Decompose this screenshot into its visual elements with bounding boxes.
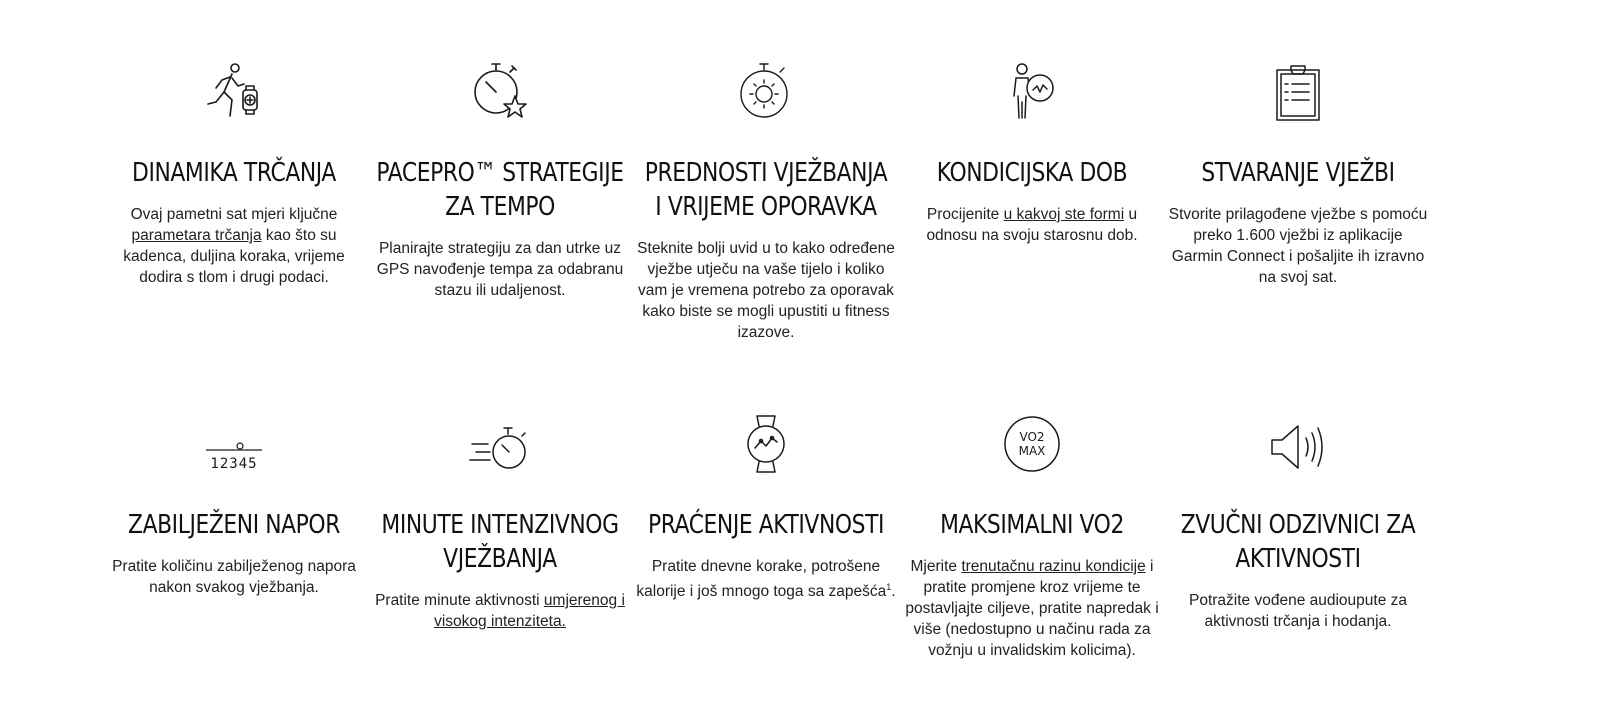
feature-title: PRAĆENJE AKTIVNOSTI bbox=[647, 510, 885, 540]
feature-title: PACEPRO™ STRATEGIJE ZA TEMPO bbox=[376, 158, 624, 222]
feature-title: MAKSIMALNI VO2 bbox=[940, 510, 1124, 540]
feature-description: Pratite dnevne korake, potrošene kalorije i još mnogo toga sa zapešća$^1$. bbox=[636, 558, 896, 601]
feature-description: Procijenite u kakvoj ste formi u odnosu na svoju starosnu dob. bbox=[926, 206, 1138, 244]
feature-description: Planirajte strategiju za dan utrke uz GPS navođenje tempa za odabranu stazu ili udaljenost. bbox=[376, 240, 624, 299]
feature-title: STVARANJE VJEŽBI bbox=[1201, 158, 1395, 188]
feature-description: Pratite minute aktivnosti umjerenog i visokog intenziteta. bbox=[375, 592, 625, 630]
running-dynamics-icon bbox=[103, 52, 365, 122]
running-parameters-link[interactable]: parametara trčanja bbox=[131, 227, 262, 244]
intensity-link[interactable]: umjerenog i visokog intenziteta. bbox=[434, 592, 625, 630]
feature-title: ZVUČNI ODZIVNICI ZA AKTIVNOSTI bbox=[1180, 510, 1416, 574]
feature-title: MINUTE INTENZIVNOG VJEŽBANJA bbox=[381, 510, 619, 574]
feature-description: Steknite bolji uvid u to kako određene vježbe utječu na vaše tijelo i koliko vam je vremena potrebo za oporavak kako biste se mogli upustiti u fitness izazove. bbox=[637, 240, 895, 341]
feature-title: KONDICIJSKA DOB bbox=[936, 158, 1128, 188]
feature-description: Mjerite trenutačnu razinu kondicije i pratite promjene kroz vrijeme te postavljajte ciljeve, pratite napredak i više (nedostupno u načinu rada za vožnju u invalidskim kolicima). bbox=[905, 558, 1159, 659]
svg-text:VO2: VO2 bbox=[1019, 430, 1045, 444]
fitness-age-icon bbox=[901, 52, 1163, 122]
fitness-level-link[interactable]: trenutačnu razinu kondicije bbox=[961, 558, 1146, 575]
feature-activity-tracking bbox=[635, 404, 897, 602]
watch-activity-icon bbox=[635, 404, 897, 474]
feature-workout-creation bbox=[1167, 52, 1429, 288]
fitness-level-link[interactable]: u kakvoj ste formi bbox=[1003, 206, 1125, 223]
stopwatch-star-icon bbox=[369, 52, 631, 122]
feature-training-benefits bbox=[635, 52, 897, 343]
clipboard-list-icon bbox=[1167, 52, 1429, 122]
feature-description: Ovaj pametni sat mjeri ključne parametara trčanja kao što su kadenca, duljina koraka, vrijeme dodira s tlom i drugi podaci. bbox=[123, 206, 345, 286]
feature-running-dynamics bbox=[103, 52, 365, 288]
feature-title: ZABILJEŽENI NAPOR bbox=[128, 510, 340, 540]
fast-stopwatch-icon bbox=[369, 404, 631, 474]
effort-scale-icon bbox=[103, 404, 365, 474]
feature-description: Pratite količinu zabilježenog napora nakon svakog vježbanja. bbox=[112, 558, 356, 596]
vo2-max-icon bbox=[901, 404, 1163, 474]
feature-audio-prompts bbox=[1167, 404, 1429, 632]
feature-intensity-minutes bbox=[369, 404, 631, 632]
feature-title: PREDNOSTI VJEŽBANJA I VRIJEME OPORAVKA bbox=[644, 158, 888, 222]
feature-description: Stvorite prilagođene vježbe s pomoću preko 1.600 vježbi iz aplikacije Garmin Connect i pošaljite ih izravno na svoj sat. bbox=[1168, 206, 1428, 286]
effort-scale-digits: 12345 bbox=[210, 456, 258, 472]
feature-title: DINAMIKA TRČANJA bbox=[132, 158, 336, 188]
feature-pacepro bbox=[369, 52, 631, 301]
feature-description: Potražite vođene audioupute za aktivnosti trčanja i hodanja. bbox=[1188, 592, 1408, 630]
stopwatch-sun-icon bbox=[635, 52, 897, 122]
feature-perceived-effort bbox=[103, 404, 365, 598]
svg-text:MAX: MAX bbox=[1018, 444, 1046, 458]
feature-vo2-max bbox=[901, 404, 1163, 661]
feature-fitness-age bbox=[901, 52, 1163, 246]
speaker-audio-icon bbox=[1167, 404, 1429, 474]
